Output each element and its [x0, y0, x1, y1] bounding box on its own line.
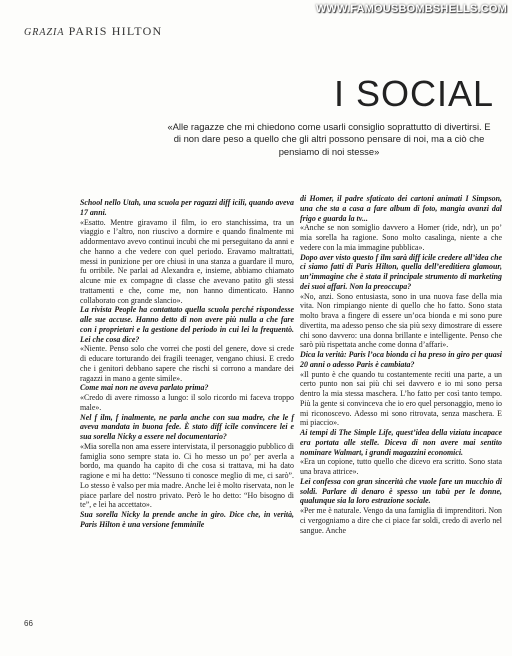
answer-paragraph: «No, anzi. Sono entusiasta, sono in una nuova fase della mia vita. Non rimpiango niente di quello che ho fatto. Sono stata molto brava a fingere di essere un’oca bionda e mi sono pure divertita, ma adesso penso che sia più sexy dimostrare di essere chi sono davvero: una donna brillante e intelligente. Penso che sarò più rispettata anche come donna d’affari».: [300, 291, 502, 350]
question-paragraph: School nello Utah, una scuola per ragazzi diff icili, quando aveva 17 anni.: [80, 198, 294, 217]
question-paragraph: Dopo aver visto questo f ilm sarà diff icile credere all’idea che ci siamo fatti di Paris Hilton, quella dell’ereditiera glamour, un’immagine che è stata il principale strumento di marketing dei suoi affari. Non la preoccupa?: [300, 252, 502, 291]
answer-paragraph: «Mia sorella non ama essere intervistata, il personaggio pubblico di famiglia sono sempre stata io. Ci ho messo un po’ per averla a bordo, ma quando ha capito di che cosa si trattava, mi ha dato ragione e mi ha detto: “Nessuno ti conosce meglio di me, ci sarò”. Lo stesso è valso per mia madre. Anche lei è molto riservata, non le piace parlare del nostro privato. Però le ho detto: “Ho bisogno di te”, e lei ha accettato».: [80, 441, 294, 510]
masthead: [24, 24, 162, 39]
answer-paragraph: «Esatto. Mentre giravamo il film, io ero stanchissima, tra un viaggio e l’altro, non riuscivo a dormire e quando finalmente mi addormentavo avevo continui incubi che mi perseguitano da anni e che hanno a che vedere con quel periodo. Eravamo maltrattati, messi in punizione per ore chiusi in una stanza a guardare il muro, fu orribile. Ne parlai ad Alexandra e, insieme, abbiamo chiamato alcune mie ex compagne di classe che avevano patito gli stessi trattamenti e che, come me, non hanno dimenticato. Hanno collaborato con grande slancio».: [80, 217, 294, 305]
question-paragraph: Come mai non ne aveva parlato prima?: [80, 383, 209, 393]
question-paragraph: Sua sorella Nicky la prende anche in giro. Dice che, in verità, Paris Hilton è una versione femminile: [80, 510, 294, 529]
section-title: I SOCIAL: [333, 73, 494, 114]
question-paragraph: Dica la verità: Paris l’oca bionda ci ha preso in giro per quasi 20 anni o adesso Paris è cambiata?: [300, 350, 502, 369]
watermark: WWW.FAMOUSBOMBSHELLS.COM: [315, 3, 507, 15]
question-paragraph: Lei confessa con gran sincerità che vuole fare un mucchio di soldi. Parlare di denaro è spesso un tabù per le donne, qualunque sia la loro estrazione sociale.: [300, 476, 502, 506]
right-column: [300, 194, 502, 535]
magazine-name: GRAZIA: [24, 27, 65, 38]
question-paragraph: di Homer, il padre sfaticato dei cartoni animati I Simpson, una che sta a casa a fare album di foto, mangia avanzi dal frigo e guarda la tv...: [300, 194, 502, 223]
answer-paragraph: «Per me è naturale. Vengo da una famiglia di imprenditori. Non ci vergogniamo a dire che ci piace far soldi, credo di averlo nel sangue. Anche: [300, 506, 502, 535]
page-number: 66: [24, 619, 33, 628]
pull-quote: «Alle ragazze che mi chiedono come usarli consiglio soprattutto di divertirsi. E di non dare peso a quello che gli altri possono pensare di noi, ma a ciò che pensiamo di noi stesse»: [167, 121, 491, 157]
question-paragraph: Ai tempi di The Simple Life, quest’idea della viziata incapace era portata alle stelle. Diceva di non avere mai sentito nominare Walmart, i grandi magazzini economici.: [300, 428, 502, 457]
answer-paragraph: «Il punto è che quando tu costantemente reciti una parte, a un certo punto non sai più chi sei davvero e io mi sono persa dentro la mia stessa maschera. L’ho fatto per così tanto tempo. Più la gente si convinceva che io ero quel personaggio, meno io mi riconoscevo. Adesso mi sono ritrovata, senza maschera. E mi piaccio».: [300, 369, 502, 428]
answer-paragraph: «Credo di avere rimosso a lungo: il solo ricordo mi faceva troppo male».: [80, 393, 294, 412]
question-paragraph: La rivista People ha contattato quella scuola perché rispondesse alle sue accuse. Hanno detto di non avere più nulla a che fare con i proprietari e la gestione del periodo in cui lei la frequentò. Lei che cosa dice?: [80, 305, 294, 344]
question-paragraph: Nel f ilm, f inalmente, ne parla anche con sua madre, che le f aveva mandata in buona fede. È stato diff icile convincere lei e sua sorella Nicky a essere nel documentario?: [80, 412, 294, 441]
left-column: [80, 198, 294, 530]
answer-paragraph: «Niente. Penso solo che vorrei che posti del genere, dove si crede di educare torturando dei fragili teenager, vengano chiusi. E credo che i genitori debbano sapere che rischi si corrono a mandare dei ragazzi in mano a gente simile».: [80, 344, 294, 383]
article-subject: PARIS HILTON: [68, 24, 163, 38]
answer-paragraph: «Anche se non somiglio davvero a Homer (ride, ndr), un po’ mia sorella ha ragione. Sono molto casalinga, niente a che vedere con la mia immagine pubblica».: [300, 223, 502, 252]
answer-paragraph: «Era un copione, tutto quello che dicevo era scritto. Sono stata una brava attrice».: [300, 457, 502, 476]
